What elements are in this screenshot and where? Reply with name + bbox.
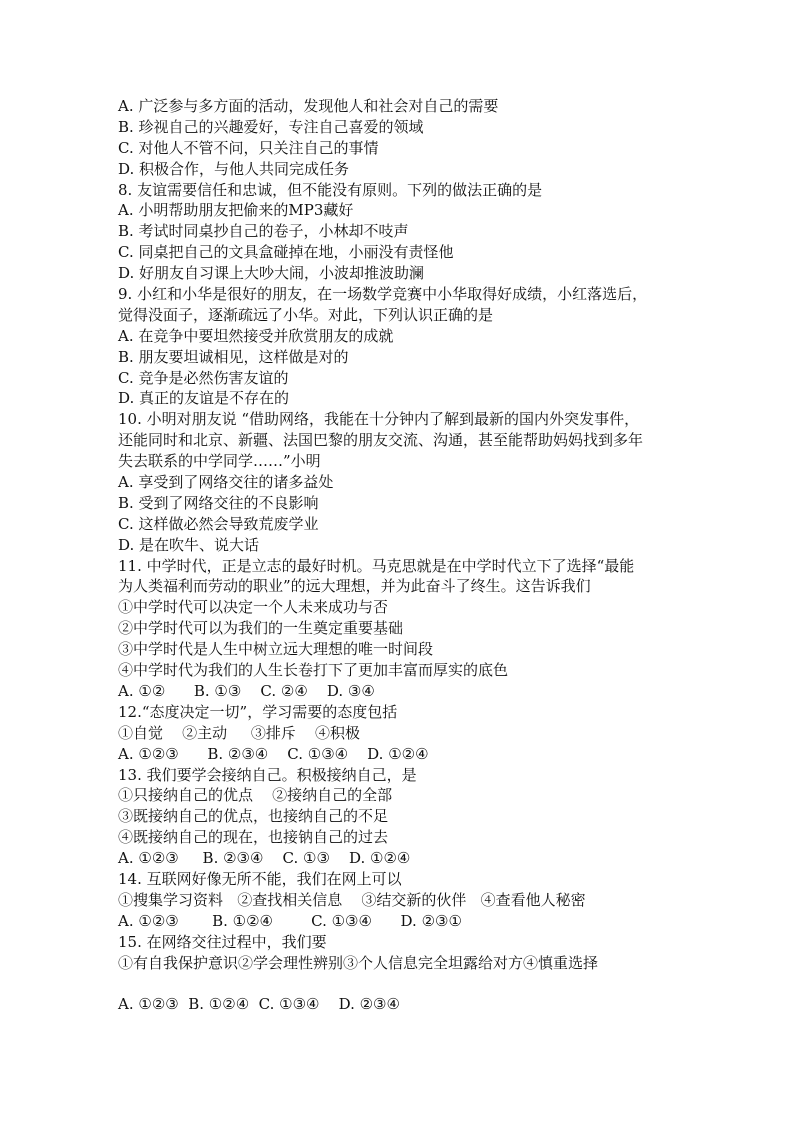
question-15: 15. 在网络交往过程中，我们要 — [118, 932, 327, 951]
document-page — [118, 96, 698, 1015]
question-12: 12.“态度决定一切”，学习需要的态度包括 — [118, 702, 398, 721]
text-line: 失去联系的中学同学……”小明 — [118, 452, 321, 471]
text-line: C. 这样做必然会导致荒废学业 — [118, 514, 319, 533]
text-line: ①有自我保护意识②学会理性辨别③个人信息完全坦露给对方④慎重选择 — [118, 953, 599, 972]
text-line: ③中学时代是人生中树立远大理想的唯一时间段 — [118, 640, 434, 659]
question-10: 10. 小明对朋友说 “借助网络，我能在十分钟内了解到最新的国内外突发事件， — [118, 410, 640, 429]
text-line: A. 享受到了网络交往的诸多益处 — [118, 473, 334, 492]
question-13: 13. 我们要学会接纳自己。积极接纳自己，是 — [118, 765, 417, 784]
text-line: A. 广泛参与多方面的活动，发现他人和社会对自己的需要 — [118, 97, 499, 115]
question-14: 14. 互联网好像无所不能，我们在网上可以 — [118, 869, 402, 888]
text-line: D. 是在吹牛、说大话 — [118, 535, 260, 554]
text-line: C. 对他人不管不问，只关注自己的事情 — [118, 138, 379, 157]
question-11: 11. 中学时代，正是立志的最好时机。马克思就是在中学时代立下了选择“最能 — [118, 556, 635, 575]
answer-options: A. ①② B. ①③ C. ②④ D. ③④ — [118, 681, 375, 700]
question-9: 9. 小红和小华是很好的朋友，在一场数学竞赛中小华取得好成绩，小红落选后， — [118, 285, 648, 304]
text-line: B. 朋友要坦诚相见，这样做是对的 — [118, 347, 349, 366]
answer-options: A. ①②③ B. ②③④ C. ①③ D. ①②④ — [118, 849, 411, 868]
text-line: 还能同时和北京、新疆、法国巴黎的朋友交流、沟通，甚至能帮助妈妈找到多年 — [118, 431, 644, 450]
text-line: 觉得没面子，逐渐疏远了小华。对此，下列认识正确的是 — [118, 305, 494, 324]
text-line: A. 小明帮助朋友把偷来的MP3藏好 — [118, 201, 354, 220]
text-line: B. 受到了网络交往的不良影响 — [118, 493, 319, 512]
text-line: ③既接纳自己的优点，也接纳自己的不足 — [118, 807, 389, 826]
answer-options: A. ①②③ B. ①②④ C. ①③④ D. ②③④ — [118, 995, 400, 1014]
text-line: B. 考试时同桌抄自己的卷子，小林却不吱声 — [118, 222, 409, 241]
text-line: C. 竞争是必然伤害友谊的 — [118, 368, 289, 387]
text-line: ①只接纳自己的优点 ②接纳自己的全部 — [118, 786, 393, 805]
text-line: D. 好朋友自习课上大吵大闹，小波却推波助澜 — [118, 264, 425, 283]
answer-options: A. ①②③ B. ②③④ C. ①③④ D. ①②④ — [118, 744, 429, 763]
text-line: ②中学时代可以为我们的一生奠定重要基础 — [118, 619, 404, 638]
text-line: D. 真正的友谊是不存在的 — [118, 389, 290, 408]
blank-line — [118, 973, 698, 994]
text-line: ④既接纳自己的现在，也接钠自己的过去 — [118, 828, 389, 847]
text-line: 为人类福利而劳动的职业”的远大理想，并为此奋斗了终生。这告诉我们 — [118, 577, 591, 596]
question-8: 8. 友谊需要信任和忠诚，但不能没有原则。下列的做法正确的是 — [118, 180, 543, 199]
text-line: D. 积极合作，与他人共同完成任务 — [118, 159, 350, 178]
answer-options: A. ①②③ B. ①②④ C. ①③④ D. ②③① — [118, 911, 462, 930]
text-line: C. 同桌把自己的文具盒碰掉在地，小丽没有责怪他 — [118, 243, 454, 262]
text-line: ①自觉 ②主动 ③排斥 ④积极 — [118, 723, 360, 742]
text-line: ①中学时代可以决定一个人未来成功与否 — [118, 598, 389, 617]
text-line: A. 在竞争中要坦然接受并欣赏朋友的成就 — [118, 326, 394, 345]
text-line: ④中学时代为我们的人生长卷打下了更加丰富而厚实的底色 — [118, 661, 509, 680]
text-line: B. 珍视自己的兴趣爱好，专注自己喜爱的领域 — [118, 117, 424, 136]
text-line: ①搜集学习资料 ②查找相关信息 ③结交新的伙伴 ④查看他人秘密 — [118, 890, 586, 909]
